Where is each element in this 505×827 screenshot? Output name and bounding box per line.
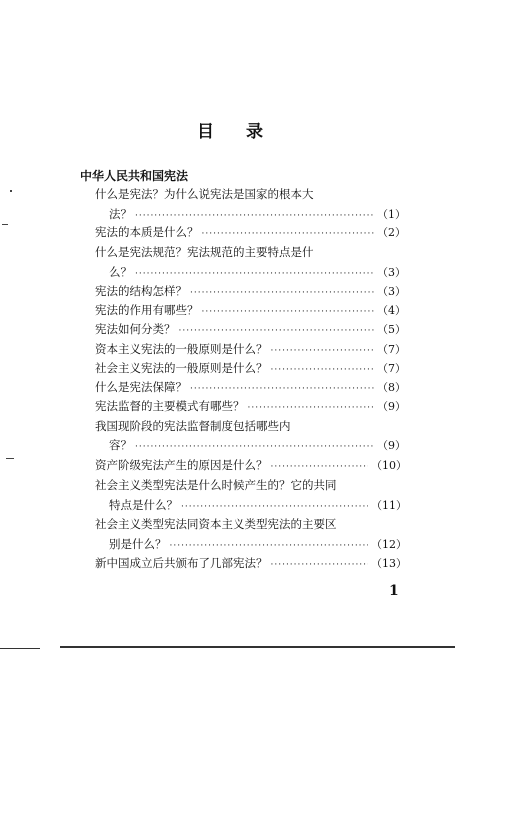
leader-dots [202, 224, 375, 244]
toc-page-ref: （11） [371, 499, 407, 512]
toc-page-ref: （7） [377, 362, 406, 375]
toc-entry-text: 么？ [109, 265, 132, 279]
toc-entry-line [95, 396, 406, 418]
toc-entry-line [95, 475, 337, 495]
toc-page-ref: （13） [371, 557, 407, 570]
toc-page-ref: （12） [371, 538, 407, 551]
toc-entry-text: 什么是宪法保障？ [95, 380, 187, 394]
scan-speck [2, 224, 8, 225]
toc-entry-text: 法？ [109, 207, 132, 221]
toc-entry-text: 宪法的本质是什么？ [95, 225, 199, 239]
toc-entry-line [95, 242, 314, 262]
toc-entry-text: 容？ [109, 438, 132, 452]
toc-entry-line [109, 435, 406, 457]
toc-entry-line [95, 416, 291, 436]
toc-page-ref: （4） [377, 304, 406, 317]
toc-entry-text: 社会主义类型宪法是什么时候产生的？它的共同 [95, 478, 337, 492]
page-title [197, 117, 265, 142]
toc-entry-text: 特点是什么？ [109, 498, 178, 512]
toc-entry-text: 社会主义类型宪法同资本主义类型宪法的主要区 [95, 517, 337, 531]
title-char-2: 录 [246, 122, 265, 142]
toc-page-ref: （9） [377, 400, 406, 413]
leader-dots [179, 321, 375, 341]
scan-rule-left [0, 648, 40, 649]
toc-entry-text: 宪法监督的主要模式有哪些？ [95, 399, 245, 413]
toc-entry-text: 社会主义宪法的一般原则是什么？ [95, 361, 268, 375]
scan-rule [60, 646, 455, 648]
title-char-1: 目 [197, 122, 216, 142]
toc-entry-line [95, 319, 406, 341]
toc-page-ref: （3） [377, 266, 406, 279]
toc-entry-text: 什么是宪法？为什么说宪法是国家的根本大 [95, 187, 314, 201]
toc-entry-line [95, 222, 406, 244]
toc-page-ref: （2） [377, 226, 406, 239]
toc-page-ref: （7） [377, 343, 406, 356]
toc-page-ref: （1） [377, 208, 406, 221]
leader-dots [135, 437, 374, 457]
toc-entry-text: 资本主义宪法的一般原则是什么？ [95, 342, 268, 356]
toc-entry-text: 宪法的结构怎样？ [95, 284, 187, 298]
toc-entry-text: 宪法的作用有哪些？ [95, 303, 199, 317]
scan-speck [10, 190, 12, 192]
toc-entry-text: 新中国成立后共颁布了几部宪法？ [95, 556, 268, 570]
toc-entry-line [95, 184, 314, 204]
leader-dots [271, 555, 369, 575]
toc-entry-text: 资产阶级宪法产生的原因是什么？ [95, 458, 268, 472]
page-number: 1 [389, 583, 399, 599]
toc-entry-text: 什么是宪法规范？宪法规范的主要特点是什 [95, 245, 314, 259]
toc-page-ref: （5） [377, 323, 406, 336]
toc-page-ref: （10） [371, 459, 407, 472]
toc-entry-text: 别是什么？ [109, 537, 167, 551]
toc-entry-text: 我国现阶段的宪法监督制度包括哪些内 [95, 419, 291, 433]
toc-page-ref: （3） [377, 285, 406, 298]
toc-page-ref: （8） [377, 381, 406, 394]
toc-entry-text: 宪法如何分类？ [95, 322, 176, 336]
leader-dots [271, 457, 369, 477]
section-heading: 中华人民共和国宪法 [80, 169, 189, 183]
toc-entry-line [95, 455, 407, 477]
toc-page-ref: （9） [377, 439, 406, 452]
toc-entry-line [95, 553, 407, 575]
toc-entry-line [95, 514, 337, 534]
leader-dots [248, 398, 375, 418]
scan-speck [6, 458, 14, 459]
